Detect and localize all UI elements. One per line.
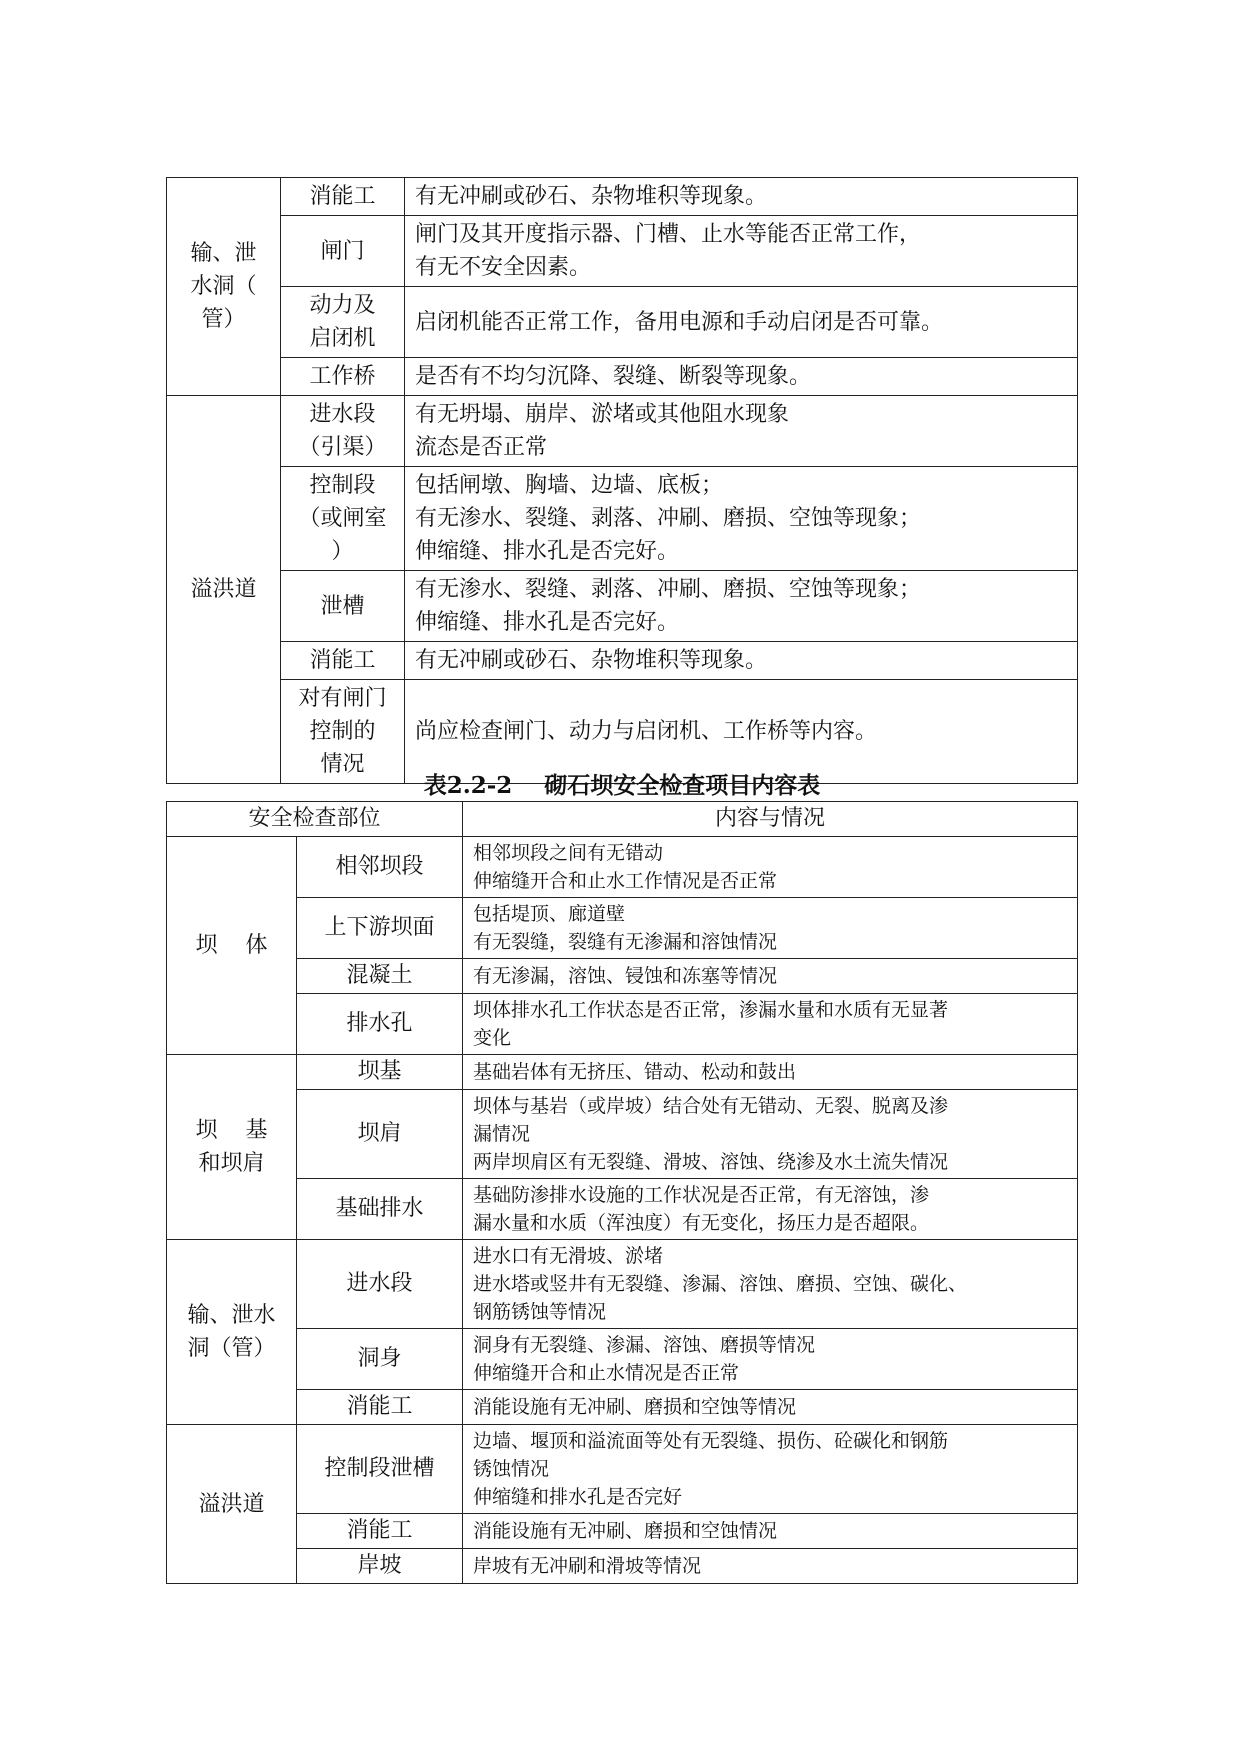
item-cell xyxy=(297,1425,463,1514)
content-cell xyxy=(463,898,1078,959)
cell-line: 泄槽 xyxy=(320,593,365,619)
table-row xyxy=(167,898,1078,959)
cell-line: 伸缩缝和排水孔是否完好 xyxy=(473,1486,683,1508)
cell-line: 岸坡有无冲刷和滑坡等情况 xyxy=(473,1555,702,1577)
table-row xyxy=(167,1549,1078,1584)
content-cell xyxy=(405,642,1078,680)
content-cell xyxy=(463,1090,1078,1179)
content-cell xyxy=(405,287,1078,358)
cell-line: 洞身有无裂缝、渗漏、溶蚀、磨损等情况 xyxy=(473,1334,816,1356)
cell-line: 溢洪道 xyxy=(198,1491,265,1517)
cell-line: 基础防渗排水设施的工作状况是否正常，有无溶蚀，渗 xyxy=(473,1184,930,1206)
section-cell xyxy=(167,396,281,784)
cell-line: 漏水量和水质（浑浊度）有无变化，扬压力是否超限。 xyxy=(473,1212,930,1234)
cell-line: 变化 xyxy=(473,1027,512,1049)
table-row xyxy=(167,571,1078,642)
cell-line: 伸缩缝开合和止水工作情况是否正常 xyxy=(473,870,778,892)
table-caption: 表2.2-2 砌石坝安全检查项目内容表 xyxy=(423,772,821,799)
cell-line: 坝体与基岩（或岸坡）结合处有无错动、无裂、脱离及渗 xyxy=(473,1095,949,1117)
cell-line: 相邻坝段 xyxy=(335,854,424,879)
section-cell xyxy=(167,1055,297,1240)
cell-line: 钢筋锈蚀等情况 xyxy=(473,1301,607,1323)
cell-line: 锈蚀情况 xyxy=(473,1458,550,1480)
cell-line: 控制段 xyxy=(309,473,376,498)
cell-line: 有无渗漏，溶蚀、锓蚀和冻塞等情况 xyxy=(473,965,778,987)
cell-line: 边墙、堰顶和溢流面等处有无裂缝、损伤、砼碳化和钢筋 xyxy=(473,1430,949,1452)
table-row xyxy=(167,1425,1078,1514)
header-part: 安全检查部位 xyxy=(167,802,463,837)
section-cell xyxy=(167,1425,297,1584)
cell-line: 有无坍塌、崩岸、淤堵或其他阻水现象 xyxy=(415,402,790,427)
cell-line: 进水塔或竖井有无裂缝、渗漏、溶蚀、磨损、空蚀、碳化、 xyxy=(473,1273,968,1295)
content-cell xyxy=(463,837,1078,898)
item-cell xyxy=(297,1329,463,1390)
table-masonry-dam-inspection xyxy=(166,801,1078,1584)
content-cell xyxy=(463,1390,1078,1425)
cell-line: 动力及 xyxy=(309,293,376,318)
cell-line: 有无渗水、裂缝、剥落、冲刷、磨损、空蚀等现象； xyxy=(415,506,922,531)
cell-line: 基础岩体有无挤压、错动、松动和鼓出 xyxy=(473,1061,797,1083)
item-cell xyxy=(281,178,405,216)
content-cell xyxy=(463,1055,1078,1090)
cell-line: 两岸坝肩区有无裂缝、滑坡、溶蚀、绕渗及水土流失情况 xyxy=(473,1151,949,1173)
cell-line: 漏情况 xyxy=(473,1123,531,1145)
item-cell xyxy=(297,1549,463,1584)
table-row xyxy=(167,216,1078,287)
content-cell xyxy=(463,1179,1078,1240)
cell-line: 坝基 xyxy=(357,1059,402,1084)
cell-line: 启闭机能否正常工作，备用电源和手动启闭是否可靠。 xyxy=(415,309,944,335)
item-cell xyxy=(297,959,463,994)
content-cell xyxy=(405,467,1078,571)
cell-line: 闸门 xyxy=(320,238,365,264)
cell-line: 相邻坝段之间有无错动 xyxy=(473,842,664,864)
content-cell xyxy=(463,1329,1078,1390)
content-cell xyxy=(463,1549,1078,1584)
cell-line: 启闭机 xyxy=(309,326,376,351)
cell-line: 坝 体 xyxy=(195,933,268,958)
table-row xyxy=(167,178,1078,216)
cell-line: 控制段泄槽 xyxy=(324,1456,435,1481)
item-cell xyxy=(297,898,463,959)
header-content: 内容与情况 xyxy=(463,802,1078,837)
content-cell xyxy=(405,358,1078,396)
item-cell xyxy=(297,1390,463,1425)
content-cell xyxy=(463,1514,1078,1549)
cell-line: 有无冲刷或砂石、杂物堆积等现象。 xyxy=(415,184,768,209)
cell-line: 消能工 xyxy=(346,1518,413,1543)
item-cell xyxy=(297,994,463,1055)
item-cell xyxy=(281,358,405,396)
section-cell xyxy=(167,837,297,1055)
cell-line: 水洞（ xyxy=(190,274,257,299)
cell-line: 消能工 xyxy=(346,1394,413,1419)
content-cell xyxy=(463,994,1078,1055)
cell-line: 闸门及其开度指示器、门槽、止水等能否正常工作， xyxy=(415,222,922,247)
table-row xyxy=(167,1240,1078,1329)
cell-line: 消能设施有无冲刷、磨损和空蚀情况 xyxy=(473,1520,778,1542)
cell-line: 消能设施有无冲刷、磨损和空蚀等情况 xyxy=(473,1396,797,1418)
cell-line: 包括堤顶、廊道壁 xyxy=(473,903,626,925)
cell-line: 输、泄水 xyxy=(187,1303,276,1328)
content-cell xyxy=(405,178,1078,216)
table-row xyxy=(167,959,1078,994)
table-row xyxy=(167,994,1078,1055)
cell-line: 消能工 xyxy=(309,648,376,673)
cell-line: 对有闸门 xyxy=(298,686,387,711)
table-row xyxy=(167,358,1078,396)
table-row xyxy=(167,1055,1078,1090)
table-row xyxy=(167,1390,1078,1425)
cell-line: 有无渗水、裂缝、剥落、冲刷、磨损、空蚀等现象； xyxy=(415,577,922,602)
content-cell xyxy=(463,959,1078,994)
cell-line: 有无不安全因素。 xyxy=(415,255,592,280)
table-row xyxy=(167,837,1078,898)
cell-line: 基础排水 xyxy=(335,1196,424,1221)
cell-line: 有无冲刷或砂石、杂物堆积等现象。 xyxy=(415,648,768,673)
table-row xyxy=(167,1329,1078,1390)
item-cell xyxy=(281,642,405,680)
cell-line: 进水段 xyxy=(346,1271,413,1296)
table-row xyxy=(167,396,1078,467)
content-cell xyxy=(405,396,1078,467)
cell-line: 有无裂缝，裂缝有无渗漏和溶蚀情况 xyxy=(473,931,778,953)
content-cell xyxy=(405,216,1078,287)
table-row xyxy=(167,1179,1078,1240)
cell-line: 坝肩 xyxy=(357,1121,402,1146)
cell-line: 包括闸墩、胸墙、边墙、底板； xyxy=(415,473,724,498)
table-row xyxy=(167,467,1078,571)
cell-line: 尚应检查闸门、动力与启闭机、工作桥等内容。 xyxy=(415,719,878,744)
item-cell xyxy=(281,571,405,642)
cell-line: （引渠） xyxy=(298,435,387,460)
cell-line: 坝 基 xyxy=(195,1118,268,1143)
item-cell xyxy=(297,1090,463,1179)
cell-line: 进水口有无滑坡、淤堵 xyxy=(473,1245,664,1267)
cell-line: 流态是否正常 xyxy=(415,435,548,460)
cell-line: 是否有不均匀沉降、裂缝、断裂等现象。 xyxy=(415,364,812,389)
cell-line: 洞（管） xyxy=(187,1336,276,1361)
cell-line: 情况 xyxy=(320,752,365,777)
cell-line: 输、泄 xyxy=(190,241,257,266)
table-row xyxy=(167,642,1078,680)
section-cell xyxy=(167,1240,297,1425)
cell-line: 进水段 xyxy=(309,402,376,427)
table-row xyxy=(167,1514,1078,1549)
cell-line: 伸缩缝、排水孔是否完好。 xyxy=(415,610,680,635)
item-cell xyxy=(281,467,405,571)
cell-line: 岸坡 xyxy=(357,1553,402,1578)
cell-line: 消能工 xyxy=(309,184,376,209)
cell-line: （或闸室 xyxy=(298,506,387,531)
cell-line: 和坝肩 xyxy=(198,1151,265,1176)
item-cell xyxy=(281,287,405,358)
cell-line: 混凝土 xyxy=(346,963,413,988)
table-row xyxy=(167,1090,1078,1179)
item-cell xyxy=(297,837,463,898)
item-cell xyxy=(297,1055,463,1090)
cell-line: 洞身 xyxy=(357,1346,402,1371)
cell-line: 溢洪道 xyxy=(190,577,257,602)
item-cell xyxy=(297,1240,463,1329)
table-continued xyxy=(166,177,1078,784)
cell-line: 上下游坝面 xyxy=(324,915,435,940)
cell-line: 伸缩缝开合和止水情况是否正常 xyxy=(473,1362,740,1384)
item-cell xyxy=(281,216,405,287)
item-cell xyxy=(297,1179,463,1240)
cell-line: 伸缩缝、排水孔是否完好。 xyxy=(415,539,680,564)
item-cell xyxy=(297,1514,463,1549)
content-cell xyxy=(463,1240,1078,1329)
cell-line: 工作桥 xyxy=(309,364,376,389)
cell-line: 坝体排水孔工作状态是否正常，渗漏水量和水质有无显著 xyxy=(473,999,949,1021)
section-cell xyxy=(167,178,281,396)
item-cell xyxy=(281,396,405,467)
table-row xyxy=(167,287,1078,358)
cell-line: 管） xyxy=(201,307,246,332)
content-cell xyxy=(463,1425,1078,1514)
table-header-row xyxy=(167,802,1078,837)
cell-line: ） xyxy=(331,539,354,564)
content-cell xyxy=(405,571,1078,642)
cell-line: 排水孔 xyxy=(346,1011,413,1036)
cell-line: 控制的 xyxy=(309,719,376,744)
